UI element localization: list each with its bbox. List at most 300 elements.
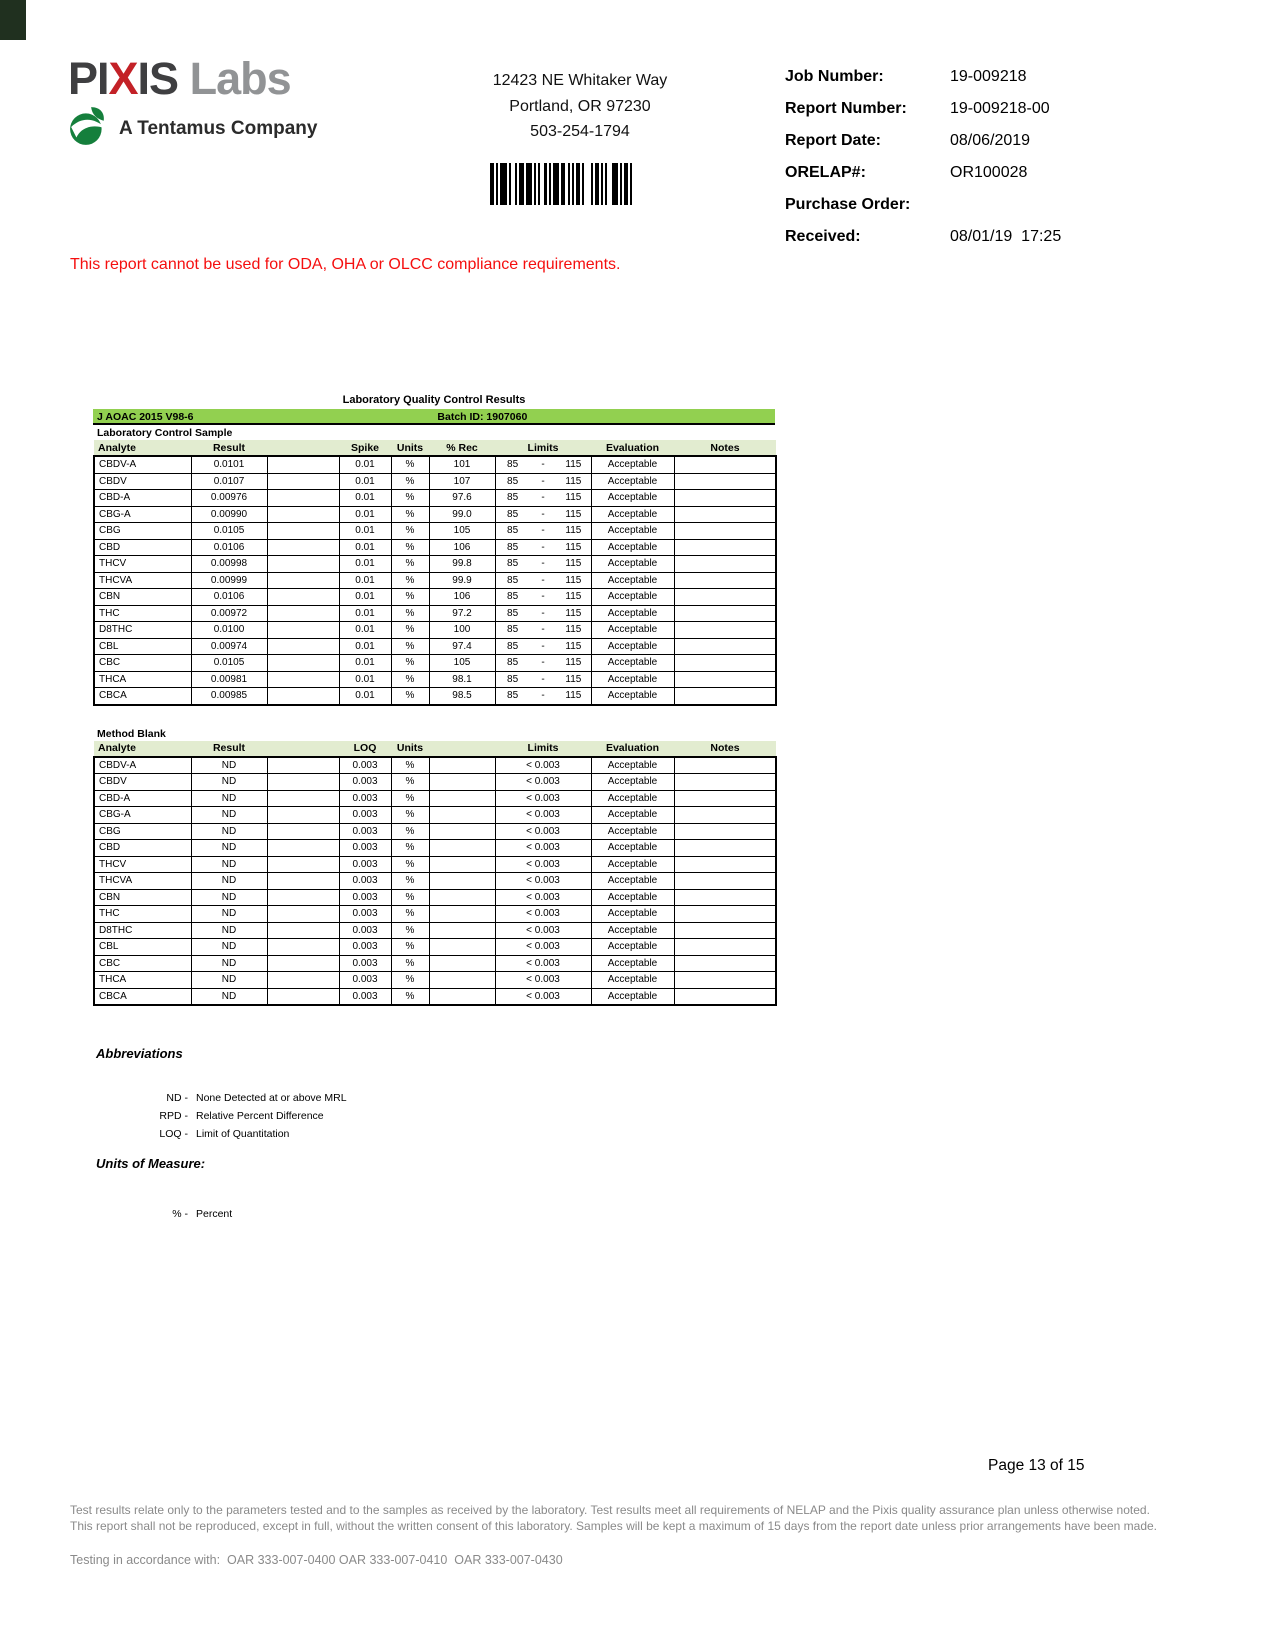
table-cell: 0.0105 — [191, 523, 267, 540]
table-cell — [267, 506, 339, 523]
pixis-labs-logo — [68, 53, 318, 152]
table-cell: Acceptable — [591, 655, 674, 672]
table-cell: % — [391, 523, 429, 540]
table-cell — [429, 889, 495, 906]
table-cell — [267, 490, 339, 507]
column-header — [267, 440, 339, 456]
column-header — [429, 741, 495, 757]
table-cell — [429, 939, 495, 956]
table-cell — [674, 988, 776, 1005]
table-cell: 0.003 — [339, 840, 391, 857]
column-header: Evaluation — [591, 741, 674, 757]
table-cell: % — [391, 955, 429, 972]
table-cell — [674, 523, 776, 540]
info-row-purchase-order — [785, 194, 1061, 215]
units-of-measure-section — [96, 1156, 232, 1223]
table-cell: 0.003 — [339, 889, 391, 906]
table-cell: 85 - 115 — [495, 490, 591, 507]
address-line1: 12423 NE Whitaker Way — [492, 72, 668, 89]
table-cell: THCVA — [94, 572, 191, 589]
table-cell: 97.2 — [429, 605, 495, 622]
table-cell: 0.0100 — [191, 622, 267, 639]
table-cell: 0.0101 — [191, 456, 267, 473]
abbreviations-section — [96, 1046, 347, 1143]
table-cell: % — [391, 840, 429, 857]
info-label: Report Date: — [785, 132, 882, 149]
table-cell: 0.01 — [339, 490, 391, 507]
table-row — [94, 655, 776, 672]
table-header-row — [94, 440, 776, 456]
table-row — [94, 972, 776, 989]
table-cell: 0.01 — [339, 556, 391, 573]
table-cell: % — [391, 539, 429, 556]
table-cell — [674, 473, 776, 490]
table-cell: % — [391, 589, 429, 606]
lcs-section-label: Laboratory Control Sample — [97, 427, 233, 439]
abbreviation-key: ND - — [166, 1092, 188, 1104]
table-cell — [429, 955, 495, 972]
table-cell — [267, 972, 339, 989]
table-cell: ND — [191, 757, 267, 774]
table-cell: CBG — [94, 523, 191, 540]
table-cell: 85 - 115 — [495, 539, 591, 556]
table-cell: ND — [191, 988, 267, 1005]
method-blank-table — [93, 741, 777, 1007]
table-cell: ND — [191, 774, 267, 791]
table-cell: 0.00974 — [191, 638, 267, 655]
table-cell: Acceptable — [591, 757, 674, 774]
table-cell: 0.01 — [339, 605, 391, 622]
table-cell — [674, 873, 776, 890]
table-cell — [267, 605, 339, 622]
info-label: Received: — [785, 228, 861, 245]
table-cell: 85 - 115 — [495, 456, 591, 473]
table-cell — [674, 556, 776, 573]
table-cell: Acceptable — [591, 490, 674, 507]
table-cell: THCV — [94, 556, 191, 573]
table-row — [94, 790, 776, 807]
table-cell: ND — [191, 955, 267, 972]
logo-tagline: A Tentamus Company — [119, 117, 318, 139]
table-cell — [674, 856, 776, 873]
info-value: 19-009218-00 — [950, 100, 1050, 117]
table-cell: 0.003 — [339, 906, 391, 923]
table-cell: Acceptable — [591, 988, 674, 1005]
table-cell: 85 - 115 — [495, 671, 591, 688]
table-cell — [267, 790, 339, 807]
abbreviation-text: None Detected at or above MRL — [196, 1092, 347, 1104]
table-cell: % — [391, 889, 429, 906]
table-row — [94, 688, 776, 705]
abbreviation-text: Relative Percent Difference — [196, 1110, 324, 1122]
table-cell: 106 — [429, 539, 495, 556]
table-cell: 97.4 — [429, 638, 495, 655]
table-cell: % — [391, 757, 429, 774]
table-row — [94, 523, 776, 540]
table-cell: 106 — [429, 589, 495, 606]
table-cell: < 0.003 — [495, 774, 591, 791]
table-cell: Acceptable — [591, 790, 674, 807]
logo-part-labs: Labs — [178, 53, 291, 104]
table-cell: 0.00981 — [191, 671, 267, 688]
table-cell: Acceptable — [591, 638, 674, 655]
info-row-report-number — [785, 98, 1061, 119]
info-value: 08/01/19 17:25 — [950, 228, 1062, 245]
table-cell: CBC — [94, 655, 191, 672]
table-cell — [674, 655, 776, 672]
table-cell: 0.01 — [339, 622, 391, 639]
table-row — [94, 889, 776, 906]
table-row — [94, 922, 776, 939]
address-line2: Portland, OR 97230 — [509, 97, 651, 115]
table-cell — [674, 456, 776, 473]
table-cell: CBL — [94, 939, 191, 956]
table-cell — [429, 922, 495, 939]
table-cell: CBG — [94, 823, 191, 840]
table-cell: Acceptable — [591, 939, 674, 956]
table-cell — [429, 906, 495, 923]
table-cell: CBN — [94, 589, 191, 606]
info-label: ORELAP#: — [785, 164, 866, 181]
table-cell: 101 — [429, 456, 495, 473]
table-cell: CBL — [94, 638, 191, 655]
table-cell: Acceptable — [591, 906, 674, 923]
table-cell: 85 - 115 — [495, 605, 591, 622]
table-cell: Acceptable — [591, 922, 674, 939]
table-cell: Acceptable — [591, 572, 674, 589]
abbreviations-heading: Abbreviations — [96, 1046, 183, 1061]
table-cell: 0.003 — [339, 873, 391, 890]
table-cell — [267, 523, 339, 540]
table-cell — [674, 939, 776, 956]
column-header: Evaluation — [591, 440, 674, 456]
table-cell: < 0.003 — [495, 972, 591, 989]
table-cell: CBG-A — [94, 506, 191, 523]
qc-title: Laboratory Quality Control Results — [342, 394, 526, 406]
table-cell: % — [391, 506, 429, 523]
table-cell: 85 - 115 — [495, 688, 591, 705]
table-cell: < 0.003 — [495, 939, 591, 956]
table-cell: 0.01 — [339, 523, 391, 540]
table-cell: 0.003 — [339, 939, 391, 956]
table-cell: 0.003 — [339, 988, 391, 1005]
table-cell: 85 - 115 — [495, 622, 591, 639]
table-cell — [674, 638, 776, 655]
table-cell: CBDV — [94, 473, 191, 490]
table-row — [94, 906, 776, 923]
table-cell: ND — [191, 889, 267, 906]
lcs-table — [93, 440, 777, 706]
table-cell: % — [391, 939, 429, 956]
table-cell: < 0.003 — [495, 823, 591, 840]
table-cell — [429, 823, 495, 840]
scan-artifact — [0, 0, 26, 40]
table-cell: 0.003 — [339, 757, 391, 774]
table-row — [94, 456, 776, 473]
table-cell — [267, 939, 339, 956]
table-cell: D8THC — [94, 922, 191, 939]
unit-key: % - — [172, 1208, 188, 1220]
table-cell: 85 - 115 — [495, 523, 591, 540]
table-cell — [429, 774, 495, 791]
table-row — [94, 840, 776, 857]
table-cell: % — [391, 688, 429, 705]
table-cell: 0.00976 — [191, 490, 267, 507]
table-cell: Acceptable — [591, 589, 674, 606]
table-cell — [267, 856, 339, 873]
table-row — [94, 955, 776, 972]
table-cell: < 0.003 — [495, 922, 591, 939]
table-cell: ND — [191, 939, 267, 956]
table-row — [94, 671, 776, 688]
table-cell — [674, 790, 776, 807]
table-cell — [429, 856, 495, 873]
table-cell — [267, 638, 339, 655]
table-row — [94, 807, 776, 824]
table-cell: Acceptable — [591, 840, 674, 857]
table-cell — [674, 688, 776, 705]
table-cell: % — [391, 823, 429, 840]
table-cell: < 0.003 — [495, 889, 591, 906]
table-cell — [267, 688, 339, 705]
table-cell: CBG-A — [94, 807, 191, 824]
table-cell: 0.003 — [339, 807, 391, 824]
table-cell: Acceptable — [591, 456, 674, 473]
table-cell — [267, 823, 339, 840]
table-cell: Acceptable — [591, 823, 674, 840]
table-cell: % — [391, 922, 429, 939]
info-row-received — [785, 226, 1061, 247]
unit-item — [96, 1205, 232, 1223]
table-cell: 107 — [429, 473, 495, 490]
column-header: Notes — [674, 741, 776, 757]
table-cell — [267, 655, 339, 672]
table-cell: ND — [191, 972, 267, 989]
table-cell — [267, 873, 339, 890]
column-header: Limits — [495, 741, 591, 757]
table-cell — [429, 757, 495, 774]
table-cell: 0.00972 — [191, 605, 267, 622]
logo-part-red: X — [108, 53, 138, 104]
table-cell — [267, 539, 339, 556]
table-cell: 0.003 — [339, 790, 391, 807]
table-cell: % — [391, 655, 429, 672]
table-row — [94, 589, 776, 606]
table-cell: CBD — [94, 840, 191, 857]
table-cell — [429, 840, 495, 857]
column-header: Spike — [339, 440, 391, 456]
table-cell — [429, 790, 495, 807]
table-cell: ND — [191, 790, 267, 807]
abbreviation-item — [96, 1125, 347, 1143]
table-cell: % — [391, 638, 429, 655]
table-cell — [674, 490, 776, 507]
table-cell: CBD-A — [94, 490, 191, 507]
table-row — [94, 988, 776, 1005]
tentamus-leaf-icon — [68, 105, 110, 152]
table-cell — [267, 757, 339, 774]
table-cell: THCA — [94, 972, 191, 989]
table-cell: 0.01 — [339, 638, 391, 655]
table-cell — [267, 955, 339, 972]
table-cell: 105 — [429, 655, 495, 672]
table-header-row — [94, 741, 776, 757]
info-value: OR100028 — [950, 164, 1028, 181]
table-cell: % — [391, 774, 429, 791]
table-cell — [267, 906, 339, 923]
table-cell: Acceptable — [591, 889, 674, 906]
column-header: Notes — [674, 440, 776, 456]
table-cell: 99.8 — [429, 556, 495, 573]
table-cell — [429, 807, 495, 824]
table-row — [94, 572, 776, 589]
table-cell: 99.9 — [429, 572, 495, 589]
table-cell — [429, 873, 495, 890]
table-cell — [674, 506, 776, 523]
table-cell — [429, 988, 495, 1005]
table-cell — [429, 972, 495, 989]
table-cell: < 0.003 — [495, 856, 591, 873]
table-cell: 85 - 115 — [495, 655, 591, 672]
table-cell — [267, 456, 339, 473]
logo-part: PI — [68, 53, 109, 104]
table-row — [94, 774, 776, 791]
abbreviation-item — [96, 1089, 347, 1107]
table-cell: % — [391, 473, 429, 490]
table-cell: 97.6 — [429, 490, 495, 507]
table-cell — [674, 807, 776, 824]
table-cell: CBDV-A — [94, 757, 191, 774]
table-cell: 0.01 — [339, 473, 391, 490]
table-cell: ND — [191, 873, 267, 890]
table-cell: CBN — [94, 889, 191, 906]
table-cell: CBC — [94, 955, 191, 972]
table-cell: < 0.003 — [495, 790, 591, 807]
table-cell — [267, 922, 339, 939]
table-cell: % — [391, 622, 429, 639]
table-cell: 0.01 — [339, 671, 391, 688]
table-cell — [674, 757, 776, 774]
table-cell: ND — [191, 922, 267, 939]
report-info — [785, 66, 1061, 258]
table-cell: ND — [191, 906, 267, 923]
info-row-orelap — [785, 162, 1061, 183]
info-value: 19-009218 — [950, 68, 1027, 85]
table-cell: Acceptable — [591, 856, 674, 873]
table-row — [94, 622, 776, 639]
table-cell — [267, 473, 339, 490]
info-row-job-number — [785, 66, 1061, 87]
table-cell: 0.00990 — [191, 506, 267, 523]
table-cell: Acceptable — [591, 807, 674, 824]
table-cell: % — [391, 605, 429, 622]
column-header: Result — [191, 741, 267, 757]
table-cell — [267, 589, 339, 606]
table-cell — [267, 807, 339, 824]
table-cell: 0.0106 — [191, 589, 267, 606]
address-phone: 503-254-1794 — [530, 123, 630, 141]
table-cell: THCV — [94, 856, 191, 873]
info-value: 08/06/2019 — [950, 132, 1031, 149]
info-label: Report Number: — [785, 100, 907, 117]
abbreviation-item — [96, 1107, 347, 1125]
method-reference: J AOAC 2015 V98-6 — [97, 411, 194, 423]
table-cell — [267, 572, 339, 589]
table-cell: Acceptable — [591, 972, 674, 989]
table-cell: Acceptable — [591, 622, 674, 639]
table-cell — [267, 840, 339, 857]
table-cell — [267, 889, 339, 906]
units-heading: Units of Measure: — [96, 1156, 206, 1171]
table-cell: 0.003 — [339, 856, 391, 873]
info-label: Job Number: — [785, 68, 884, 85]
column-header: Analyte — [94, 440, 191, 456]
table-cell — [674, 889, 776, 906]
table-row — [94, 638, 776, 655]
table-row — [94, 506, 776, 523]
table-cell: < 0.003 — [495, 757, 591, 774]
column-header: % Rec — [429, 440, 495, 456]
table-cell: Acceptable — [591, 523, 674, 540]
table-cell: ND — [191, 840, 267, 857]
column-header: Units — [391, 741, 429, 757]
table-cell: 0.01 — [339, 688, 391, 705]
logo-wordmark — [68, 53, 317, 104]
table-cell: 0.003 — [339, 922, 391, 939]
table-row — [94, 539, 776, 556]
table-cell — [674, 972, 776, 989]
lab-address — [430, 68, 730, 145]
table-cell: 0.003 — [339, 823, 391, 840]
table-cell: 99.0 — [429, 506, 495, 523]
table-cell: THCVA — [94, 873, 191, 890]
table-cell: THC — [94, 605, 191, 622]
table-cell: % — [391, 456, 429, 473]
table-cell: Acceptable — [591, 556, 674, 573]
table-cell: 85 - 115 — [495, 473, 591, 490]
table-row — [94, 823, 776, 840]
table-cell: Acceptable — [591, 473, 674, 490]
table-cell: Acceptable — [591, 688, 674, 705]
footer-testing-accordance: Testing in accordance with: OAR 333-007-0400 OAR 333-007-0410 OAR 333-007-0430 — [70, 1553, 563, 1567]
table-cell: 0.01 — [339, 572, 391, 589]
table-cell: Acceptable — [591, 506, 674, 523]
table-cell: ND — [191, 856, 267, 873]
unit-text: Percent — [196, 1208, 233, 1220]
table-cell: < 0.003 — [495, 840, 591, 857]
table-cell — [674, 671, 776, 688]
abbreviation-text: Limit of Quantitation — [196, 1128, 290, 1140]
table-cell: 100 — [429, 622, 495, 639]
table-cell: < 0.003 — [495, 906, 591, 923]
table-cell: THC — [94, 906, 191, 923]
table-cell — [674, 774, 776, 791]
footer-disclaimer: Test results relate only to the parameters tested and to the samples as received by the laboratory. Test results meet all requirements of NELAP and the Pixis quality assurance plan unless otherwise noted. This report shall not be reproduced, except in full, without the written consent of this laboratory. Samples will be kept a maximum of 15 days from the report date unless prior arrangements have been made. — [70, 1503, 1158, 1533]
table-cell: ND — [191, 823, 267, 840]
table-cell: Acceptable — [591, 539, 674, 556]
table-cell — [674, 605, 776, 622]
table-cell: % — [391, 671, 429, 688]
table-row — [94, 556, 776, 573]
table-cell: 0.0107 — [191, 473, 267, 490]
table-cell: % — [391, 572, 429, 589]
table-cell: CBD-A — [94, 790, 191, 807]
table-cell: 0.00999 — [191, 572, 267, 589]
column-header: Units — [391, 440, 429, 456]
table-cell: 0.003 — [339, 955, 391, 972]
table-cell — [674, 922, 776, 939]
table-cell: 85 - 115 — [495, 506, 591, 523]
